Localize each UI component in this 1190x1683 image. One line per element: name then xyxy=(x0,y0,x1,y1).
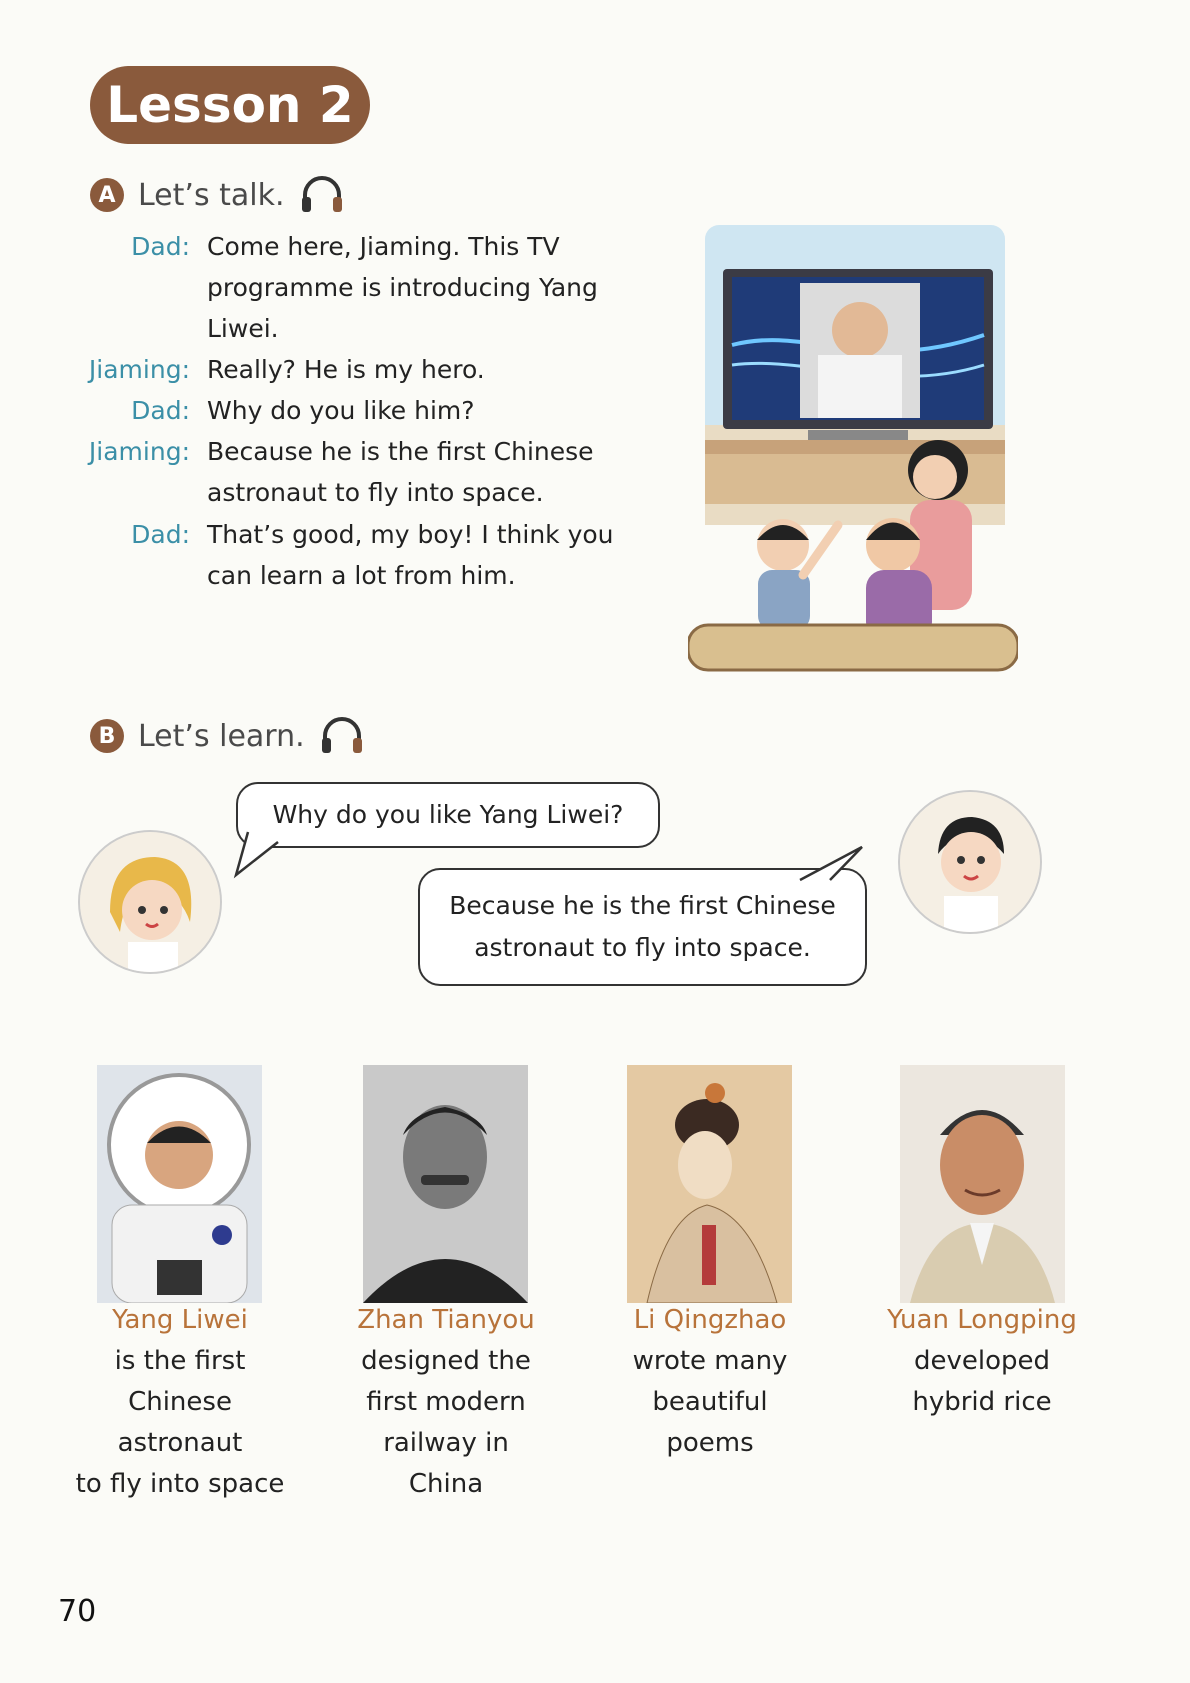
speech-line: Really? He is my hero. xyxy=(207,355,485,384)
section-b-title: Let’s learn. xyxy=(138,718,305,754)
question-bubble-tail xyxy=(228,830,288,880)
dialogue xyxy=(0,226,660,606)
speaker: Dad: xyxy=(131,232,190,261)
section-b-badge: B xyxy=(90,719,124,753)
zhan-tianyou-portrait xyxy=(363,1065,528,1303)
family-tv-illustration xyxy=(688,225,1018,685)
girl-avatar xyxy=(78,830,222,974)
desc-line: railway in xyxy=(383,1428,509,1458)
person-name: Li Qingzhao xyxy=(633,1305,787,1335)
speech-line: Come here, Jiaming. This TV xyxy=(207,232,560,261)
section-a-heading xyxy=(90,175,345,215)
section-a-badge: A xyxy=(90,178,124,212)
question-bubble xyxy=(236,782,660,848)
yuan-longping-portrait xyxy=(900,1065,1065,1303)
person-description xyxy=(326,1341,566,1505)
person-description xyxy=(590,1341,830,1464)
speech-line: Liwei. xyxy=(207,314,279,343)
speech xyxy=(207,349,637,390)
speech-line: astronaut to fly into space. xyxy=(207,478,544,507)
person-card-yang-liwei xyxy=(60,1305,300,1505)
headphones-icon[interactable] xyxy=(319,716,365,756)
person-card-zhan-tianyou xyxy=(326,1305,566,1505)
headphones-icon[interactable] xyxy=(299,175,345,215)
answer-text-line: Because he is the first Chinese xyxy=(449,891,836,920)
desc-line: developed xyxy=(913,1346,1051,1376)
person-card-yuan-longping xyxy=(862,1305,1102,1423)
speaker: Dad: xyxy=(131,396,190,425)
person-description xyxy=(862,1341,1102,1423)
desc-line: poems xyxy=(666,1428,754,1458)
desc-line: astronaut xyxy=(117,1428,243,1458)
section-a-title: Let’s talk. xyxy=(138,177,285,213)
person-name: Zhan Tianyou xyxy=(357,1305,535,1335)
speech xyxy=(207,226,637,349)
lesson-title: Lesson 2 xyxy=(90,66,370,144)
person-name: Yuan Longping xyxy=(887,1305,1077,1335)
speech xyxy=(207,431,637,513)
person-name: Yang Liwei xyxy=(112,1305,248,1335)
speaker: Dad: xyxy=(131,520,190,549)
boy-avatar xyxy=(898,790,1042,934)
desc-line: is the first xyxy=(114,1346,246,1376)
section-b-heading xyxy=(90,716,365,756)
desc-line: beautiful xyxy=(652,1387,768,1417)
answer-bubble-tail xyxy=(790,842,870,882)
speech-line: can learn a lot from him. xyxy=(207,561,516,590)
desc-line: Chinese xyxy=(128,1387,232,1417)
desc-line: hybrid rice xyxy=(912,1387,1052,1417)
speech-line: Why do you like him? xyxy=(207,396,475,425)
speech-line: programme is introducing Yang xyxy=(207,273,598,302)
li-qingzhao-portrait xyxy=(627,1065,792,1303)
desc-line: designed the xyxy=(361,1346,531,1376)
desc-line: first modern xyxy=(366,1387,526,1417)
desc-line: to fly into space xyxy=(75,1469,285,1499)
yang-liwei-portrait xyxy=(97,1065,262,1303)
question-text: Why do you like Yang Liwei? xyxy=(272,800,624,829)
person-card-li-qingzhao xyxy=(590,1305,830,1464)
person-description xyxy=(60,1341,300,1505)
desc-line: wrote many xyxy=(632,1346,788,1376)
speech xyxy=(207,514,637,596)
speaker: Jiaming: xyxy=(88,437,190,466)
speech xyxy=(207,390,637,431)
answer-text-line: astronaut to fly into space. xyxy=(474,933,811,962)
desc-line: China xyxy=(408,1469,484,1499)
speaker: Jiaming: xyxy=(88,355,190,384)
speech-line: That’s good, my boy! I think you xyxy=(207,520,614,549)
page-number: 70 xyxy=(58,1594,97,1629)
answer-bubble xyxy=(418,868,867,986)
speech-line: Because he is the first Chinese xyxy=(207,437,594,466)
